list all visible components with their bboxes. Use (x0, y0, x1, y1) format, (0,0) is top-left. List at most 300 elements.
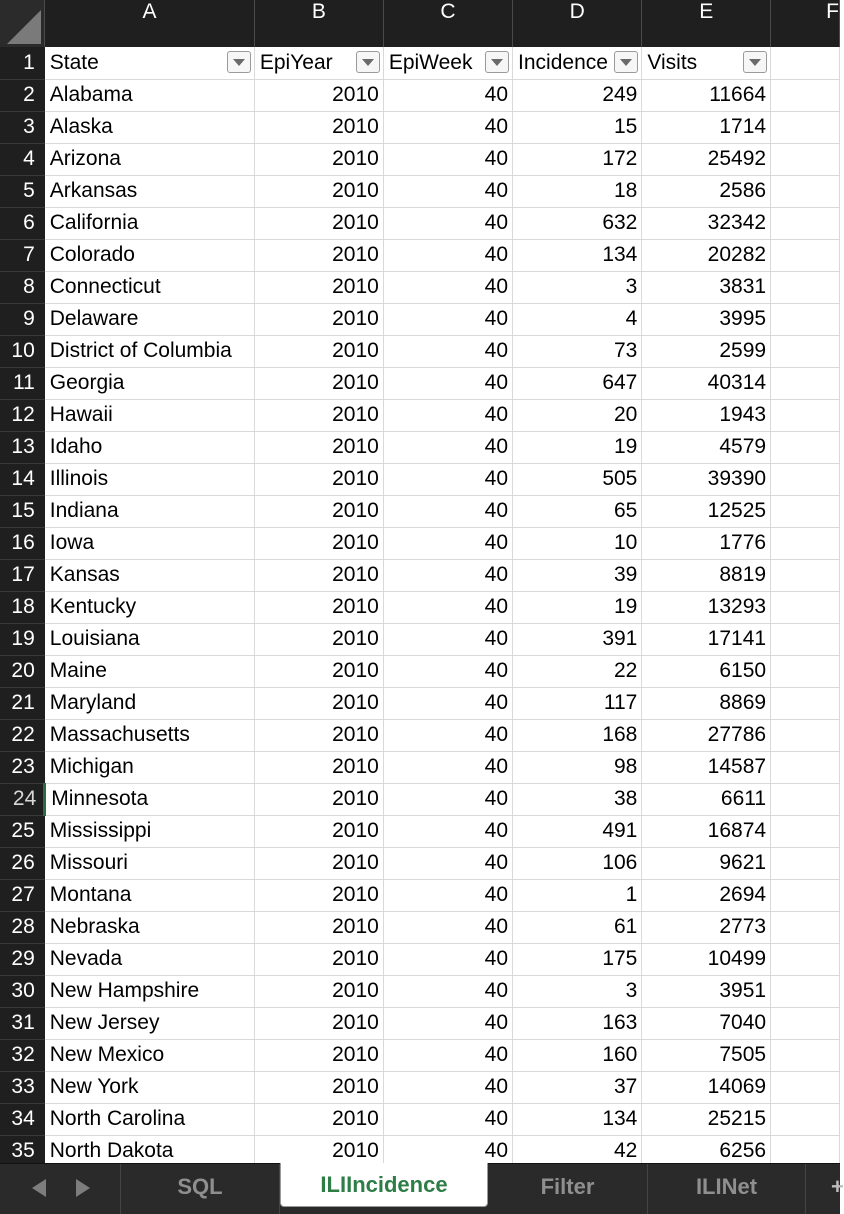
cell-incidence[interactable]: 42 (513, 1135, 642, 1167)
cell-incidence[interactable]: 160 (513, 1039, 642, 1071)
cell-week[interactable]: 40 (383, 239, 512, 271)
cell-empty[interactable] (771, 303, 840, 335)
row-header[interactable]: 26 (0, 847, 45, 879)
cell-week[interactable]: 40 (383, 207, 512, 239)
cell-empty[interactable] (771, 1103, 840, 1135)
cell-state[interactable]: Montana (45, 879, 255, 911)
table-row (0, 655, 840, 687)
header-label-epiyear: EpiYear (259, 50, 333, 74)
cell-year[interactable]: 2010 (254, 367, 383, 399)
row-header[interactable]: 14 (0, 463, 45, 495)
triangle-left-icon[interactable] (32, 1179, 46, 1197)
row-header[interactable]: 7 (0, 239, 45, 271)
cell-year[interactable]: 2010 (254, 527, 383, 559)
row-header[interactable]: 5 (0, 175, 45, 207)
column-header-e[interactable]: E (642, 0, 771, 47)
cell-year[interactable]: 2010 (254, 1007, 383, 1039)
cell-incidence[interactable]: 98 (513, 751, 642, 783)
filter-dropdown-icon[interactable] (743, 51, 767, 73)
table-row (0, 271, 840, 303)
add-sheet-button[interactable]: + (831, 1174, 844, 1199)
table-row (0, 783, 840, 815)
column-header-c[interactable]: C (383, 0, 512, 47)
cell-empty[interactable] (771, 495, 840, 527)
column-header-f[interactable]: F (771, 0, 840, 47)
cell-year[interactable]: 2010 (254, 303, 383, 335)
cell-week[interactable]: 40 (383, 495, 512, 527)
cell-empty[interactable] (771, 879, 840, 911)
cell-state[interactable]: Alabama (45, 79, 255, 111)
select-all-corner[interactable] (0, 0, 45, 47)
row-header[interactable]: 30 (0, 975, 45, 1007)
cell-header-epiyear[interactable] (254, 47, 383, 79)
cell-state[interactable]: Alaska (45, 111, 255, 143)
row-header[interactable]: 3 (0, 111, 45, 143)
cell-year[interactable]: 2010 (254, 591, 383, 623)
cell-visits[interactable]: 1714 (642, 111, 771, 143)
cell-visits[interactable]: 25492 (642, 143, 771, 175)
cell-header-visits[interactable] (642, 47, 771, 79)
cell-empty[interactable] (771, 1007, 840, 1039)
tab-ilinet[interactable]: ILINet (648, 1164, 806, 1214)
cell-year[interactable]: 2010 (254, 719, 383, 751)
cell-week[interactable]: 40 (383, 431, 512, 463)
cell-year[interactable]: 2010 (254, 1039, 383, 1071)
row-header[interactable]: 17 (0, 559, 45, 591)
cell-state[interactable]: Idaho (45, 431, 255, 463)
cell-visits[interactable]: 8869 (642, 687, 771, 719)
row-header[interactable]: 27 (0, 879, 45, 911)
cell-week[interactable]: 40 (383, 1039, 512, 1071)
cell-year[interactable]: 2010 (254, 143, 383, 175)
cell-empty[interactable] (771, 47, 840, 79)
cell-year[interactable]: 2010 (254, 687, 383, 719)
cell-empty[interactable] (771, 143, 840, 175)
table-row (0, 751, 840, 783)
cell-incidence[interactable]: 4 (513, 303, 642, 335)
table-row (0, 111, 840, 143)
cell-state[interactable]: Connecticut (45, 271, 255, 303)
cell-visits[interactable]: 16874 (642, 815, 771, 847)
row-header[interactable]: 29 (0, 943, 45, 975)
filter-dropdown-icon[interactable] (614, 51, 638, 73)
cell-visits[interactable]: 27786 (642, 719, 771, 751)
cell-visits[interactable]: 40314 (642, 367, 771, 399)
column-header-row (0, 0, 840, 47)
table-row (0, 335, 840, 367)
row-header[interactable]: 28 (0, 911, 45, 943)
cell-empty[interactable] (771, 655, 840, 687)
cell-visits[interactable]: 17141 (642, 623, 771, 655)
row-header[interactable]: 33 (0, 1071, 45, 1103)
cell-incidence[interactable]: 15 (513, 111, 642, 143)
cell-state[interactable]: Indiana (45, 495, 255, 527)
cell-year[interactable]: 2010 (254, 175, 383, 207)
cell-incidence[interactable]: 18 (513, 175, 642, 207)
cell-week[interactable]: 40 (383, 175, 512, 207)
cell-incidence[interactable]: 19 (513, 431, 642, 463)
row-header[interactable]: 20 (0, 655, 45, 687)
cell-week[interactable]: 40 (383, 719, 512, 751)
cell-visits[interactable]: 25215 (642, 1103, 771, 1135)
cell-incidence[interactable]: 73 (513, 335, 642, 367)
cell-empty[interactable] (771, 207, 840, 239)
table-row (0, 559, 840, 591)
cell-visits[interactable]: 7505 (642, 1039, 771, 1071)
table-row (0, 399, 840, 431)
cell-incidence[interactable]: 37 (513, 1071, 642, 1103)
cell-state[interactable]: Maine (45, 655, 255, 687)
cell-week[interactable]: 40 (383, 111, 512, 143)
cell-empty[interactable] (771, 239, 840, 271)
cell-empty[interactable] (771, 1039, 840, 1071)
cell-visits[interactable]: 10499 (642, 943, 771, 975)
cell-week[interactable]: 40 (383, 687, 512, 719)
cell-incidence[interactable]: 10 (513, 527, 642, 559)
cell-year[interactable]: 2010 (254, 847, 383, 879)
row-header[interactable]: 22 (0, 719, 45, 751)
table-row (0, 495, 840, 527)
cell-visits[interactable]: 6611 (642, 783, 771, 815)
table-row (0, 1007, 840, 1039)
cell-visits[interactable]: 2694 (642, 879, 771, 911)
cell-empty[interactable] (771, 911, 840, 943)
cell-incidence[interactable]: 20 (513, 399, 642, 431)
table-row (0, 975, 840, 1007)
cell-state[interactable]: Nevada (45, 943, 255, 975)
cell-header-epiweek[interactable] (383, 47, 512, 79)
cell-visits[interactable]: 32342 (642, 207, 771, 239)
cell-incidence[interactable]: 3 (513, 271, 642, 303)
cell-incidence[interactable]: 65 (513, 495, 642, 527)
cell-visits[interactable]: 39390 (642, 463, 771, 495)
header-label-incidence: Incidence (518, 50, 608, 74)
table-row (0, 847, 840, 879)
cell-incidence[interactable]: 647 (513, 367, 642, 399)
cell-empty[interactable] (771, 943, 840, 975)
cell-empty[interactable] (771, 687, 840, 719)
cell-visits[interactable]: 8819 (642, 559, 771, 591)
cell-incidence[interactable]: 172 (513, 143, 642, 175)
cell-week[interactable]: 40 (383, 1007, 512, 1039)
row-header[interactable]: 18 (0, 591, 45, 623)
cell-state[interactable]: Kentucky (45, 591, 255, 623)
row-header[interactable]: 35 (0, 1135, 45, 1167)
cell-week[interactable]: 40 (383, 591, 512, 623)
cell-visits[interactable]: 7040 (642, 1007, 771, 1039)
cell-empty[interactable] (771, 783, 840, 815)
row-header[interactable]: 4 (0, 143, 45, 175)
cell-year[interactable]: 2010 (254, 463, 383, 495)
row-header[interactable]: 6 (0, 207, 45, 239)
row-header[interactable]: 21 (0, 687, 45, 719)
cell-year[interactable]: 2010 (254, 623, 383, 655)
cell-empty[interactable] (771, 111, 840, 143)
cell-visits[interactable]: 2586 (642, 175, 771, 207)
header-label-state: State (49, 50, 99, 74)
cell-state[interactable]: New Hampshire (45, 975, 255, 1007)
row-header[interactable]: 24 (0, 783, 45, 815)
cell-week[interactable]: 40 (383, 1103, 512, 1135)
table-row (0, 207, 840, 239)
cell-incidence[interactable]: 106 (513, 847, 642, 879)
cell-visits[interactable]: 2599 (642, 335, 771, 367)
cell-incidence[interactable]: 19 (513, 591, 642, 623)
row-header[interactable]: 25 (0, 815, 45, 847)
cell-year[interactable]: 2010 (254, 783, 383, 815)
cell-week[interactable]: 40 (383, 559, 512, 591)
cell-week[interactable]: 40 (383, 879, 512, 911)
cell-state[interactable]: Kansas (45, 559, 255, 591)
table-row (0, 1039, 840, 1071)
cell-state[interactable]: Missouri (45, 847, 255, 879)
filter-dropdown-icon[interactable] (227, 51, 251, 73)
cell-state[interactable]: North Carolina (45, 1103, 255, 1135)
cell-year[interactable]: 2010 (254, 399, 383, 431)
table-row (0, 687, 840, 719)
cell-incidence[interactable]: 1 (513, 879, 642, 911)
table-row (0, 879, 840, 911)
tab-sql[interactable]: SQL (120, 1164, 280, 1214)
cell-week[interactable]: 40 (383, 815, 512, 847)
cell-incidence[interactable]: 61 (513, 911, 642, 943)
cell-year[interactable]: 2010 (254, 911, 383, 943)
cell-incidence[interactable]: 505 (513, 463, 642, 495)
cell-week[interactable]: 40 (383, 79, 512, 111)
cell-incidence[interactable]: 391 (513, 623, 642, 655)
column-header-a[interactable]: A (45, 0, 255, 47)
cell-year[interactable]: 2010 (254, 815, 383, 847)
cell-visits[interactable]: 1943 (642, 399, 771, 431)
cell-empty[interactable] (771, 559, 840, 591)
cell-year[interactable]: 2010 (254, 111, 383, 143)
cell-incidence[interactable]: 38 (513, 783, 642, 815)
row-header[interactable]: 9 (0, 303, 45, 335)
table-row (0, 1103, 840, 1135)
row-header[interactable]: 1 (0, 47, 45, 79)
cell-visits[interactable]: 6256 (642, 1135, 771, 1167)
cell-header-incidence[interactable] (513, 47, 642, 79)
cell-state[interactable]: New York (45, 1071, 255, 1103)
cell-year[interactable]: 2010 (254, 1135, 383, 1167)
cell-incidence[interactable]: 134 (513, 239, 642, 271)
cell-empty[interactable] (771, 399, 840, 431)
cell-empty[interactable] (771, 335, 840, 367)
cell-state[interactable]: New Mexico (45, 1039, 255, 1071)
row-header[interactable]: 34 (0, 1103, 45, 1135)
cell-year[interactable]: 2010 (254, 655, 383, 687)
cell-year[interactable]: 2010 (254, 495, 383, 527)
cell-empty[interactable] (771, 271, 840, 303)
table-row (0, 527, 840, 559)
row-header[interactable]: 23 (0, 751, 45, 783)
header-row (0, 47, 840, 79)
cell-week[interactable]: 40 (383, 783, 512, 815)
filter-dropdown-icon[interactable] (356, 51, 380, 73)
cell-year[interactable]: 2010 (254, 975, 383, 1007)
cell-visits[interactable]: 4579 (642, 431, 771, 463)
column-header-b[interactable]: B (254, 0, 383, 47)
cell-week[interactable]: 40 (383, 303, 512, 335)
cell-state[interactable]: Hawaii (45, 399, 255, 431)
row-header[interactable]: 31 (0, 1007, 45, 1039)
cell-visits[interactable]: 11664 (642, 79, 771, 111)
cell-empty[interactable] (771, 815, 840, 847)
header-label-visits: Visits (647, 50, 698, 74)
cell-incidence[interactable]: 249 (513, 79, 642, 111)
row-header[interactable]: 19 (0, 623, 45, 655)
cell-year[interactable]: 2010 (254, 559, 383, 591)
cell-week[interactable]: 40 (383, 463, 512, 495)
cell-empty[interactable] (771, 591, 840, 623)
cell-state[interactable]: Nebraska (45, 911, 255, 943)
cell-week[interactable]: 40 (383, 911, 512, 943)
cell-year[interactable]: 2010 (254, 1103, 383, 1135)
cell-state[interactable]: Michigan (45, 751, 255, 783)
cell-year[interactable]: 2010 (254, 879, 383, 911)
cell-incidence[interactable]: 22 (513, 655, 642, 687)
cell-incidence[interactable]: 163 (513, 1007, 642, 1039)
cell-empty[interactable] (771, 367, 840, 399)
row-header[interactable]: 15 (0, 495, 45, 527)
cell-visits[interactable]: 1776 (642, 527, 771, 559)
row-header[interactable]: 10 (0, 335, 45, 367)
row-header[interactable]: 11 (0, 367, 45, 399)
cell-empty[interactable] (771, 431, 840, 463)
cell-week[interactable]: 40 (383, 527, 512, 559)
cell-year[interactable]: 2010 (254, 431, 383, 463)
cell-empty[interactable] (771, 463, 840, 495)
row-header[interactable]: 13 (0, 431, 45, 463)
filter-dropdown-icon[interactable] (485, 51, 509, 73)
cell-visits[interactable]: 14587 (642, 751, 771, 783)
cell-year[interactable]: 2010 (254, 751, 383, 783)
cell-week[interactable]: 40 (383, 943, 512, 975)
cell-week[interactable]: 40 (383, 367, 512, 399)
cell-visits[interactable]: 3831 (642, 271, 771, 303)
cell-week[interactable]: 40 (383, 143, 512, 175)
cell-week[interactable]: 40 (383, 1071, 512, 1103)
row-header[interactable]: 32 (0, 1039, 45, 1071)
cell-state[interactable]: Arkansas (45, 175, 255, 207)
triangle-right-icon[interactable] (76, 1179, 90, 1197)
cell-week[interactable]: 40 (383, 271, 512, 303)
cell-year[interactable]: 2010 (254, 943, 383, 975)
cell-empty[interactable] (771, 175, 840, 207)
cell-state[interactable]: Minnesota (45, 783, 255, 815)
cell-incidence[interactable]: 39 (513, 559, 642, 591)
cell-visits[interactable]: 13293 (642, 591, 771, 623)
cell-visits[interactable]: 2773 (642, 911, 771, 943)
row-header[interactable]: 2 (0, 79, 45, 111)
table-row (0, 303, 840, 335)
table-row (0, 719, 840, 751)
cell-state[interactable]: California (45, 207, 255, 239)
table-row (0, 367, 840, 399)
table-row (0, 815, 840, 847)
cell-state[interactable]: District of Columbia (45, 335, 255, 367)
cell-state[interactable]: Iowa (45, 527, 255, 559)
select-all-triangle-icon (7, 10, 41, 44)
cell-incidence[interactable]: 168 (513, 719, 642, 751)
cell-empty[interactable] (771, 975, 840, 1007)
cell-week[interactable]: 40 (383, 1135, 512, 1167)
row-header[interactable]: 16 (0, 527, 45, 559)
cell-week[interactable]: 40 (383, 847, 512, 879)
cell-state[interactable]: Massachusetts (45, 719, 255, 751)
cell-visits[interactable]: 20282 (642, 239, 771, 271)
cell-empty[interactable] (771, 1071, 840, 1103)
cell-incidence[interactable]: 117 (513, 687, 642, 719)
cell-incidence[interactable]: 3 (513, 975, 642, 1007)
cell-year[interactable]: 2010 (254, 79, 383, 111)
cell-state[interactable]: Colorado (45, 239, 255, 271)
cell-visits[interactable]: 9621 (642, 847, 771, 879)
cell-week[interactable]: 40 (383, 975, 512, 1007)
cell-year[interactable]: 2010 (254, 271, 383, 303)
cell-year[interactable]: 2010 (254, 1071, 383, 1103)
table-row (0, 463, 840, 495)
cell-week[interactable]: 40 (383, 399, 512, 431)
cell-state[interactable]: Maryland (45, 687, 255, 719)
table-row (0, 79, 840, 111)
row-header[interactable]: 12 (0, 399, 45, 431)
cell-visits[interactable]: 12525 (642, 495, 771, 527)
cell-incidence[interactable]: 632 (513, 207, 642, 239)
cell-state[interactable]: Delaware (45, 303, 255, 335)
column-header-d[interactable]: D (513, 0, 642, 47)
cell-empty[interactable] (771, 623, 840, 655)
table-row (0, 911, 840, 943)
cell-year[interactable]: 2010 (254, 239, 383, 271)
cell-incidence[interactable]: 491 (513, 815, 642, 847)
cell-state[interactable]: Louisiana (45, 623, 255, 655)
tab-iliincidence[interactable]: ILIIncidence (280, 1163, 488, 1207)
table-row (0, 239, 840, 271)
cell-state[interactable]: Illinois (45, 463, 255, 495)
cell-week[interactable]: 40 (383, 335, 512, 367)
cell-header-state[interactable] (45, 47, 255, 79)
cell-week[interactable]: 40 (383, 623, 512, 655)
tab-filter[interactable]: Filter (488, 1164, 648, 1214)
cell-visits[interactable]: 6150 (642, 655, 771, 687)
cell-state[interactable]: Georgia (45, 367, 255, 399)
cell-empty[interactable] (771, 751, 840, 783)
table-row (0, 1071, 840, 1103)
cell-empty[interactable] (771, 527, 840, 559)
cell-state[interactable]: North Dakota (45, 1135, 255, 1167)
cell-empty[interactable] (771, 79, 840, 111)
cell-empty[interactable] (771, 847, 840, 879)
cell-visits[interactable]: 3951 (642, 975, 771, 1007)
cell-year[interactable]: 2010 (254, 207, 383, 239)
cell-state[interactable]: Arizona (45, 143, 255, 175)
cell-week[interactable]: 40 (383, 655, 512, 687)
cell-incidence[interactable]: 175 (513, 943, 642, 975)
row-header[interactable]: 8 (0, 271, 45, 303)
cell-year[interactable]: 2010 (254, 335, 383, 367)
cell-week[interactable]: 40 (383, 751, 512, 783)
table-row (0, 943, 840, 975)
cell-empty[interactable] (771, 719, 840, 751)
cell-state[interactable]: New Jersey (45, 1007, 255, 1039)
header-label-epiweek: EpiWeek (388, 50, 473, 74)
cell-visits[interactable]: 3995 (642, 303, 771, 335)
cell-state[interactable]: Mississippi (45, 815, 255, 847)
cell-incidence[interactable]: 134 (513, 1103, 642, 1135)
cell-visits[interactable]: 14069 (642, 1071, 771, 1103)
sheet-tab-bar (0, 1163, 844, 1214)
